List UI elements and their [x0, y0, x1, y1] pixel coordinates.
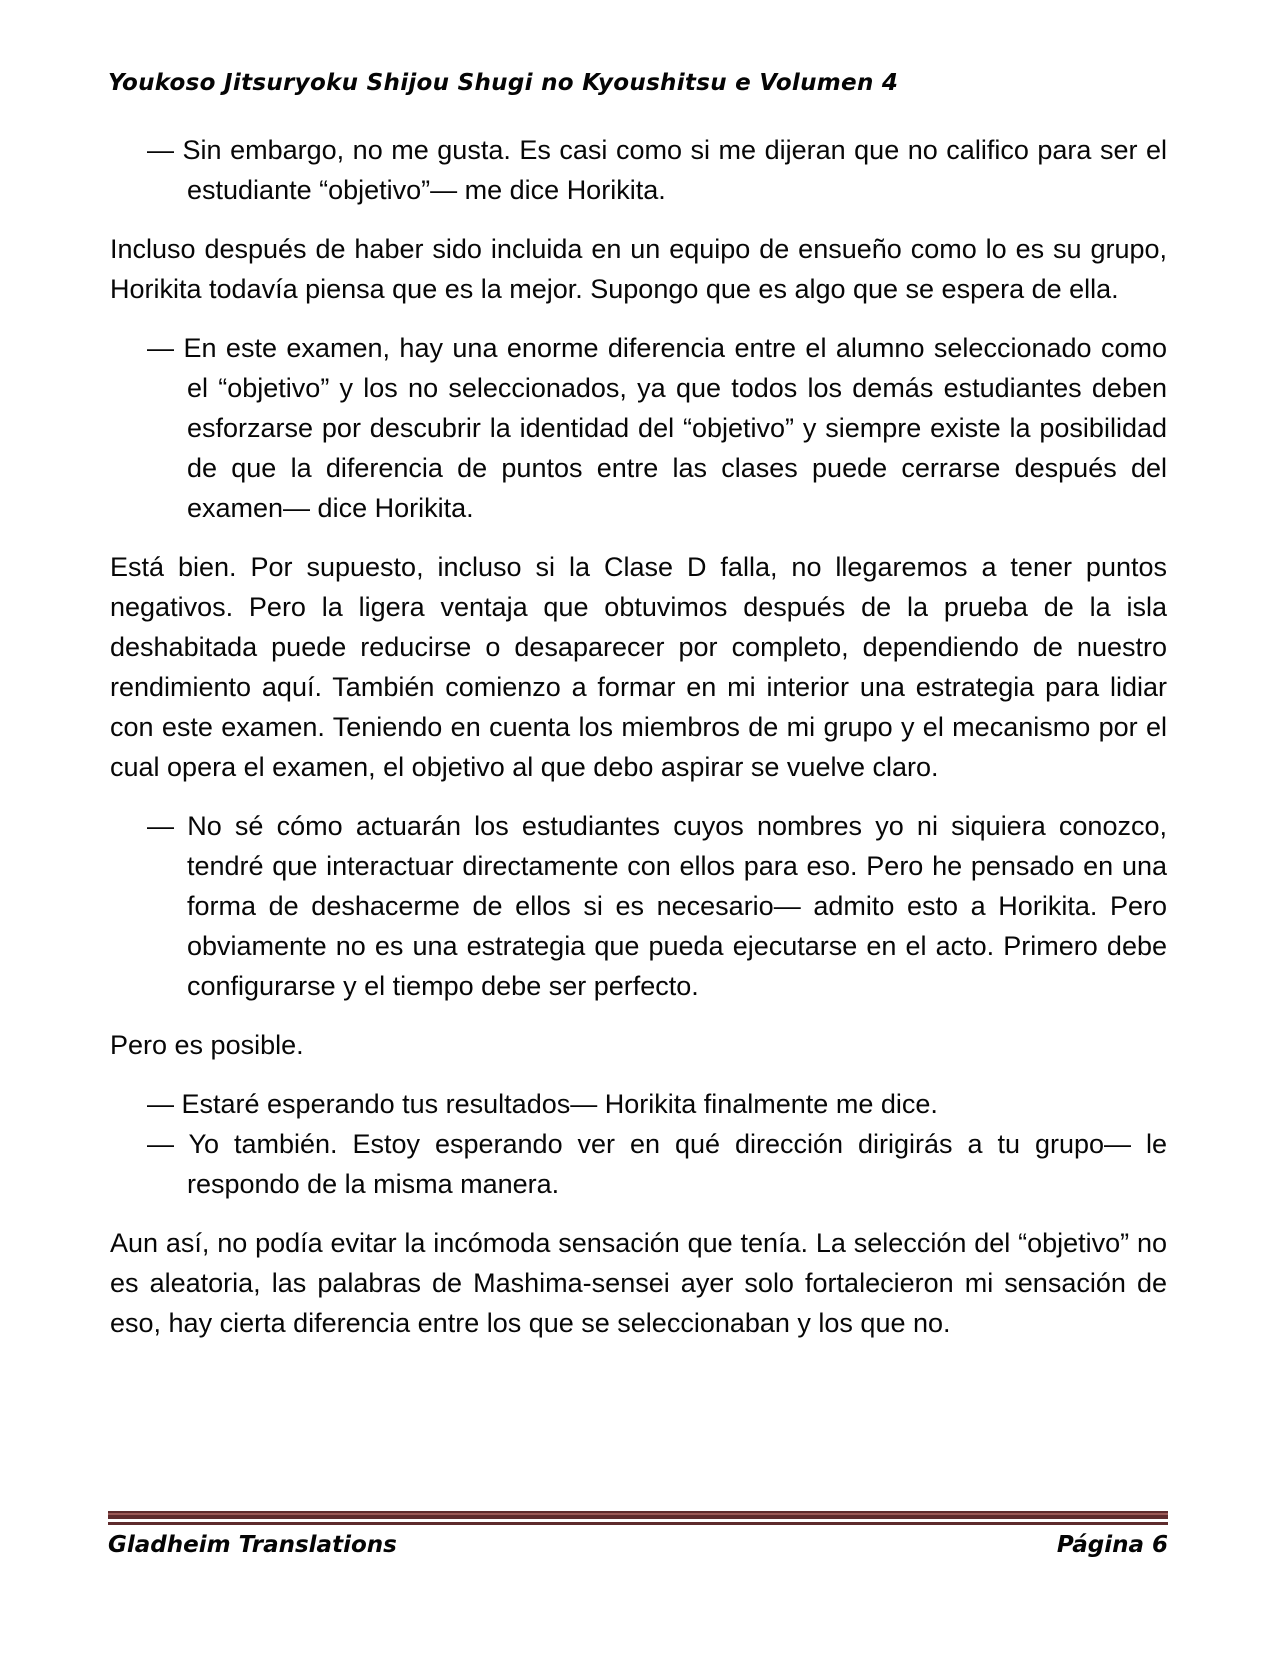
narration-paragraph: Aun así, no podía evitar la incómoda sensación que tenía. La selección del “objetivo” no es aleatoria, las palabras de Mashima-sensei ayer solo fortalecieron mi sensación de eso, hay cierta diferencia entre los que se seleccionaban y los que no.	[110, 1228, 1167, 1338]
page-footer	[108, 1511, 1168, 1558]
dialogue-paragraph: — Yo también. Estoy esperando ver en qué dirección dirigirás a tu grupo— le respondo de la misma manera.	[147, 1129, 1167, 1199]
footer-rule-thin	[108, 1522, 1168, 1525]
dialogue-paragraph: — No sé cómo actuarán los estudiantes cuyos nombres yo ni siquiera conozco, tendré que interactuar directamente con ellos para eso. Pero he pensado en una forma de deshacerme de ellos si es necesario— admito esto a Horikita. Pero obviamente no es una estrategia que pueda ejecutarse en el acto. Primero debe configurarse y el tiempo debe ser perfecto.	[147, 811, 1167, 1001]
dialogue-paragraph: — Estaré esperando tus resultados— Horikita finalmente me dice.	[147, 1089, 938, 1119]
dialogue-paragraph: — Sin embargo, no me gusta. Es casi como si me dijeran que no califico para ser el estudiante “objetivo”— me dice Horikita.	[147, 135, 1167, 205]
page-number: Página 6	[1056, 1532, 1168, 1558]
body-text	[110, 130, 1167, 1362]
page-header	[108, 70, 1168, 96]
narration-paragraph: Pero es posible.	[110, 1030, 304, 1060]
narration-paragraph: Incluso después de haber sido incluida en un equipo de ensueño como lo es su grupo, Horikita todavía piensa que es la mejor. Supongo que es algo que se espera de ella.	[110, 234, 1167, 304]
dialogue-paragraph: — En este examen, hay una enorme diferencia entre el alumno seleccionado como el “objetivo” y los no seleccionados, ya que todos los demás estudiantes deben esforzarse por descubrir la identidad del “objetivo” y siempre existe la posibilidad de que la diferencia de puntos entre las clases puede cerrarse después del examen— dice Horikita.	[147, 333, 1167, 523]
footer-rule-thick	[108, 1511, 1168, 1519]
narration-paragraph: Está bien. Por supuesto, incluso si la Clase D falla, no llegaremos a tener puntos negativos. Pero la ligera ventaja que obtuvimos después de la prueba de la isla deshabitada puede reducirse o desaparecer por completo, dependiendo de nuestro rendimiento aquí. También comienzo a formar en mi interior una estrategia para lidiar con este examen. Teniendo en cuenta los miembros de mi grupo y el mecanismo por el cual opera el examen, el objetivo al que debo aspirar se vuelve claro.	[110, 552, 1167, 782]
translator-credit: Gladheim Translations	[108, 1532, 397, 1558]
document-title: Youkoso Jitsuryoku Shijou Shugi no Kyoushitsu e Volumen 4	[108, 70, 899, 96]
